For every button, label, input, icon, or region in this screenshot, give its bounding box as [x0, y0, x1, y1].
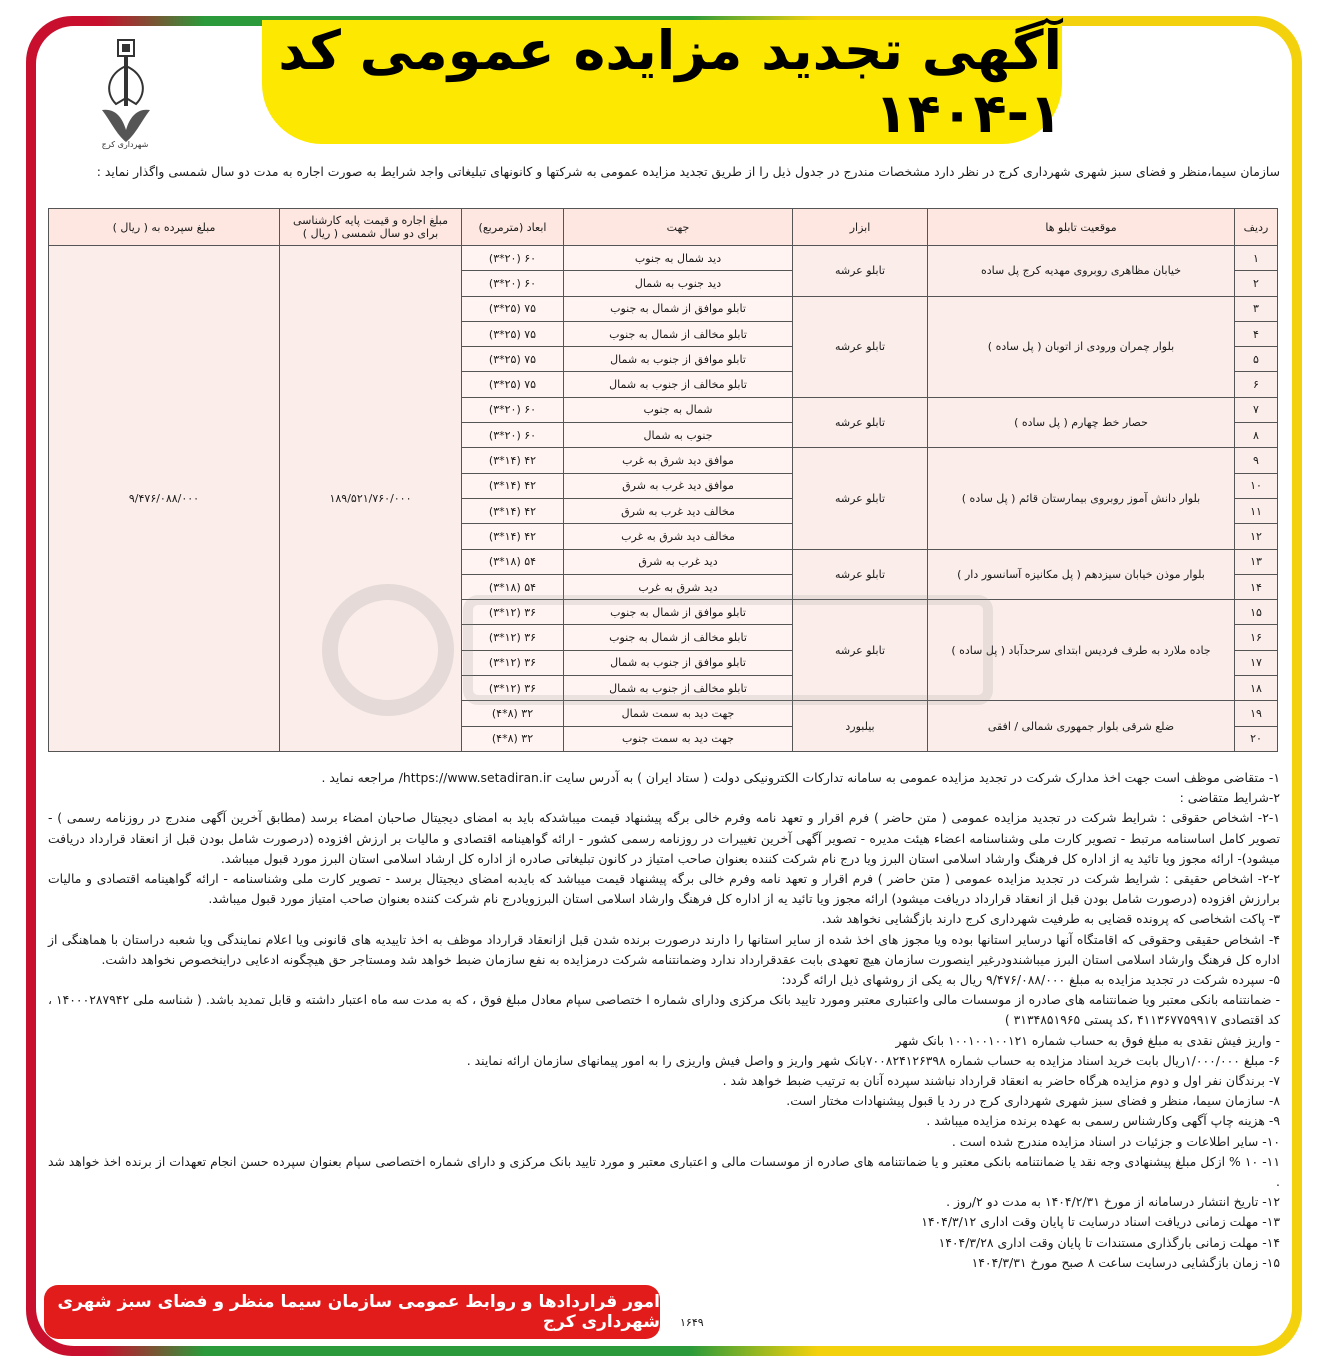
dimensions-cell: ۴۲ (۱۴*۳)	[462, 524, 564, 549]
tool-cell: بیلبورد	[793, 701, 928, 752]
dimensions-cell: ۷۵ (۲۵*۳)	[462, 296, 564, 321]
dimensions-cell: ۶۰ (۲۰*۳)	[462, 423, 564, 448]
term-item: ۱۲- تاریخ انتشار درسامانه از مورخ ۱۴۰۴/۲/۳۱ به مدت دو ۲/روز .	[946, 1194, 1280, 1210]
dimensions-cell: ۴۲ (۱۴*۳)	[462, 498, 564, 523]
row-number-cell: ۱۰	[1235, 473, 1278, 498]
direction-cell: تابلو مخالف از شمال به جنوب	[564, 321, 793, 346]
direction-cell: جهت دید به سمت جنوب	[564, 726, 793, 751]
direction-cell: دید شمال به جنوب	[564, 246, 793, 271]
term-item: ۴- اشخاص حقیقی وحقوقی که اقامتگاه آنها درسایر استانها بوده ویا مجوز های اخذ شده از سایر استانها را دارند درصورت برنده شدن قبل ازانعقاد قرارداد موظف به اخذ تاییدیه های قانونی ویا اعلام نمایندگی ویا شعبه دراستان با هماهنگی از اداره کل فرهنگ وارشاد اسلامی استان البرز میباشندودرغیر اینصورت سازمان هیچ تعهدی بابت عقدقرارداد ندارد وضمانتنامه شرکت درمزایده به نفع سازمان ضبط خواهد شد ومستاجر حق هیچگونه ادعایی دراینخصوص نخواهد داشت.	[48, 931, 1280, 967]
row-number-cell: ۳	[1235, 296, 1278, 321]
base-price-cell: ۱۸۹/۵۲۱/۷۶۰/۰۰۰	[280, 246, 462, 752]
header-location: موقعیت تابلو ها	[928, 209, 1235, 246]
municipality-logo-icon	[96, 38, 156, 148]
direction-cell: شمال به جنوب	[564, 397, 793, 422]
row-number-cell: ۱۵	[1235, 600, 1278, 625]
term-item: ۳- پاکت اشخاصی که پرونده قضایی به طرفیت شهرداری کرج دارند بازگشایی نخواهد شد.	[821, 911, 1280, 927]
term-item: ۱۴- مهلت زمانی بارگذاری مستندات تا پایان وقت اداری ۱۴۰۴/۳/۲۸	[938, 1234, 1280, 1250]
direction-cell: دید شرق به غرب	[564, 574, 793, 599]
location-cell: بلوار چمران ورودی از اتوبان ( پل ساده )	[928, 296, 1235, 397]
direction-cell: جنوب به شمال	[564, 423, 793, 448]
term-item: ۱۳- مهلت زمانی دریافت اسناد درسایت تا پایان وقت اداری ۱۴۰۴/۳/۱۲	[921, 1214, 1280, 1230]
term-item: ۲-۱- اشخاص حقوقی : شرایط شرکت در تجدید مزایده عمومی ( متن حاضر ) فرم اقرار و تعهد نامه وفرم خالی برگه پیشنهاد قیمت میباشدکه باید به امضای دیجیتال صاحبان امضاء برسد (مطابق آخرین آگهی مندرج در روزنامه رسمی ) - تصویر کامل اساسنامه مرتبط - تصویر کارت ملی وشناسنامه اعضاء هیئت مدیره - تصویر آگهی آخرین تغییرات در روزنامه رسمی کشور - ارائه گواهینامه اقتصادی و مالیات بر ارزش افزوده (درصورت شامل بودن قبل از انعقاد قرارداد دریافت میشود)- ارائه مجوز ویا تائید یه از اداره کل فرهنگ وارشاد اسلامی استان البرز ویا درج نام شرکت کننده بعنوان صاحب امتیاز در کانون تبلیغاتی صادره از اداره کل ارشاد اسلامی استان البرز مورد قبول میباشد.	[48, 810, 1280, 866]
row-number-cell: ۴	[1235, 321, 1278, 346]
dimensions-cell: ۵۴ (۱۸*۳)	[462, 574, 564, 599]
dimensions-cell: ۴۲ (۱۴*۳)	[462, 448, 564, 473]
row-number-cell: ۱۴	[1235, 574, 1278, 599]
dimensions-cell: ۶۰ (۲۰*۳)	[462, 397, 564, 422]
direction-cell: مخالف دید شرق به غرب	[564, 524, 793, 549]
dimensions-cell: ۷۵ (۲۵*۳)	[462, 347, 564, 372]
ad-code: ۱۶۴۹	[680, 1316, 704, 1329]
location-cell: بلوار دانش آموز روبروی بیمارستان قائم ( پل ساده )	[928, 448, 1235, 549]
row-number-cell: ۲۰	[1235, 726, 1278, 751]
dimensions-cell: ۶۰ (۲۰*۳)	[462, 246, 564, 271]
row-number-cell: ۱۱	[1235, 498, 1278, 523]
direction-cell: تابلو مخالف از جنوب به شمال	[564, 372, 793, 397]
location-cell: بلوار موذن خیابان سیزدهم ( پل مکانیزه آسانسور دار )	[928, 549, 1235, 600]
dimensions-cell: ۳۶ (۱۲*۳)	[462, 676, 564, 701]
row-number-cell: ۷	[1235, 397, 1278, 422]
dimensions-cell: ۷۵ (۲۵*۳)	[462, 372, 564, 397]
location-cell: خیابان مظاهری روبروی مهدیه کرج پل ساده	[928, 246, 1235, 297]
row-number-cell: ۱۹	[1235, 701, 1278, 726]
tool-cell: تابلو عرشه	[793, 397, 928, 448]
table-header-row	[49, 209, 1278, 246]
direction-cell: تابلو مخالف از شمال به جنوب	[564, 625, 793, 650]
dimensions-cell: ۵۴ (۱۸*۳)	[462, 549, 564, 574]
page-title: آگهی تجدید مزایده عمومی کد ۱-۱۴۰۴	[278, 19, 1062, 145]
term-item: ۷- برندگان نفر اول و دوم مزایده هرگاه حاضر به انعقاد قرارداد نباشند سپرده آنان به ترتیب ضبط خواهد شد .	[722, 1073, 1280, 1089]
table-row	[49, 246, 1278, 271]
row-number-cell: ۱۷	[1235, 650, 1278, 675]
header-tool: ابزار	[793, 209, 928, 246]
dimensions-cell: ۴۲ (۱۴*۳)	[462, 473, 564, 498]
row-number-cell: ۲	[1235, 271, 1278, 296]
header-row-number: ردیف	[1235, 209, 1278, 246]
term-item: ۵- سپرده شرکت در تجدید مزایده به مبلغ ۹/۴۷۶/۰۸۸/۰۰۰ ریال به یکی از روشهای ذیل ارائه گردد:	[781, 972, 1280, 988]
tool-cell: تابلو عرشه	[793, 600, 928, 701]
row-number-cell: ۱۲	[1235, 524, 1278, 549]
location-cell: حصار خط چهارم ( پل ساده )	[928, 397, 1235, 448]
dimensions-cell: ۶۰ (۲۰*۳)	[462, 271, 564, 296]
term-item: - ضمانتنامه بانکی معتبر ویا ضمانتنامه های صادره از موسسات مالی واعتباری معتبر ومورد تایید بانک مرکزی ودارای شماره ا ختصاصی سپام معادل مبلغ فوق ، که به مدت سه ماه اعتبار داشته و قابل تمدید باشد. ( شناسه ملی ۱۴۰۰۰۲۸۷۹۴۲ ، کد اقتصادی ۴۱۱۳۶۷۷۵۹۹۱۷ ،کد پستی ۳۱۳۴۸۵۱۹۶۵ )	[48, 992, 1280, 1028]
direction-cell: تابلو موافق از شمال به جنوب	[564, 296, 793, 321]
term-item: ۲-شرایط متقاضی :	[1179, 790, 1280, 806]
direction-cell: تابلو موافق از جنوب به شمال	[564, 650, 793, 675]
tool-cell: تابلو عرشه	[793, 448, 928, 549]
row-number-cell: ۱۳	[1235, 549, 1278, 574]
header-dimensions: ابعاد (مترمربع)	[462, 209, 564, 246]
term-item: ۱۱- ۱۰ % ازکل مبلغ پیشنهادی وجه نقد یا ضمانتنامه بانکی معتبر و یا ضمانتنامه های صادره از موسسات مالی و اعتباری معتبر و مورد تایید بانک مرکزی و دارای شماره اختصاصی سپام بعنوان سپرده حسن انجام تعهدات از برنده اخذ خواهد شد .	[48, 1153, 1280, 1190]
location-cell: ضلع شرقی بلوار جمهوری شمالی / افقی	[928, 701, 1235, 752]
header-base-price: مبلغ اجاره و قیمت پایه کارشناسی برای دو سال شمسی ( ریال )	[280, 209, 462, 246]
deposit-cell: ۹/۴۷۶/۰۸۸/۰۰۰	[49, 246, 280, 752]
term-item: ۶- مبلغ ۱/۰۰۰/۰۰۰ریال بابت خرید اسناد مزایده به حساب شماره ۷۰۰۸۲۴۱۲۶۳۹۸بانک شهر واریز و واصل فیش واریزی را به امور پیمانهای سازمان ارائه نمایند .	[466, 1052, 1280, 1068]
dimensions-cell: ۷۵ (۲۵*۳)	[462, 321, 564, 346]
direction-cell: موافق دید غرب به شرق	[564, 473, 793, 498]
header-deposit: مبلغ سپرده به ( ریال )	[49, 209, 280, 246]
location-cell: جاده ملارد به طرف فردیس ابتدای سرحدآباد ( پل ساده )	[928, 600, 1235, 701]
term-item: ۱- متقاضی موظف است جهت اخذ مدارک شرکت در تجدید مزایده عمومی به سامانه تدارکات الکترونیکی دولت ( ستاد ایران ) به آدرس سایت https://www.setadiran.ir/ مراجعه نماید .	[321, 770, 1280, 785]
dimensions-cell: ۳۶ (۱۲*۳)	[462, 650, 564, 675]
row-number-cell: ۵	[1235, 347, 1278, 372]
direction-cell: تابلو مخالف از جنوب به شمال	[564, 676, 793, 701]
dimensions-cell: ۳۲ (۸*۴)	[462, 726, 564, 751]
row-number-cell: ۹	[1235, 448, 1278, 473]
direction-cell: تابلو موافق از شمال به جنوب	[564, 600, 793, 625]
direction-cell: دید غرب به شرق	[564, 549, 793, 574]
dimensions-cell: ۳۶ (۱۲*۳)	[462, 625, 564, 650]
term-item: ۱۵- زمان بازگشایی درسایت ساعت ۸ صبح مورخ ۱۴۰۴/۳/۳۱	[971, 1254, 1280, 1270]
billboard-table	[48, 208, 1278, 752]
row-number-cell: ۱	[1235, 246, 1278, 271]
row-number-cell: ۶	[1235, 372, 1278, 397]
tool-cell: تابلو عرشه	[793, 296, 928, 397]
dimensions-cell: ۳۶ (۱۲*۳)	[462, 600, 564, 625]
direction-cell: دید جنوب به شمال	[564, 271, 793, 296]
footer-text: امور قراردادها و روابط عمومی سازمان سیما منظر و فضای سبز شهری شهرداری کرج	[57, 1292, 660, 1332]
logo-caption: شهرداری کرج	[101, 140, 149, 149]
row-number-cell: ۸	[1235, 423, 1278, 448]
tool-cell: تابلو عرشه	[793, 246, 928, 297]
dimensions-cell: ۳۲ (۸*۴)	[462, 701, 564, 726]
term-item: - واریز فیش نقدی به مبلغ فوق به حساب شماره ۱۰۰۱۰۰۱۰۰۱۲۱ بانک شهر	[895, 1032, 1280, 1048]
tool-cell: تابلو عرشه	[793, 549, 928, 600]
direction-cell: مخالف دید غرب به شرق	[564, 498, 793, 523]
title-banner	[262, 20, 1062, 144]
row-number-cell: ۱۶	[1235, 625, 1278, 650]
direction-cell: جهت دید به سمت شمال	[564, 701, 793, 726]
footer-banner	[44, 1285, 660, 1339]
term-item: ۱۰- سایر اطلاعات و جزئیات در اسناد مزایده مندرج شده است .	[951, 1133, 1280, 1149]
direction-cell: تابلو موافق از جنوب به شمال	[564, 347, 793, 372]
header-direction: جهت	[564, 209, 793, 246]
term-item: ۸- سازمان سیما، منظر و فضای سبز شهری شهرداری کرج در رد یا قبول پیشنهادات مختار است.	[786, 1093, 1280, 1109]
terms-section	[48, 768, 1280, 1273]
row-number-cell: ۱۸	[1235, 676, 1278, 701]
term-item: ۲-۲- اشخاص حقیقی : شرایط شرکت در تجدید مزایده عمومی ( متن حاضر ) فرم اقرار و تعهد نامه وفرم خالی برگه پیشنهاد قیمت میباشد که بایدبه امضای دیجیتال برسد - تصویر کارت ملی وشناسنامه - ارائه گواهینامه اقتصادی و مالیات برارزش افزوده (درصورت شامل بودن قبل از انعقاد قرارداد دریافت میشود) ارائه مجوز ویا تائید یه از اداره کل فرهنگ وارشاد اسلامی استان البرزویادرج نام شرکت کننده بعنوان صاحب امتیاز مورد قبول میباشد.	[48, 871, 1280, 907]
term-item: ۹- هزینه چاپ آگهی وکارشناس رسمی به عهده برنده مزایده میباشد .	[926, 1113, 1280, 1129]
direction-cell: موافق دید شرق به غرب	[564, 448, 793, 473]
intro-paragraph: سازمان سیما،منظر و فضای سبز شهری شهرداری کرج در نظر دارد مشخصات مندرج در جدول ذیل را از طریق تجدید مزایده عمومی به شرکتها و کانونهای تبلیغاتی واجد شرایط به صورت اجاره به مدت دو سال شمسی واگذار نماید :	[96, 164, 1280, 179]
